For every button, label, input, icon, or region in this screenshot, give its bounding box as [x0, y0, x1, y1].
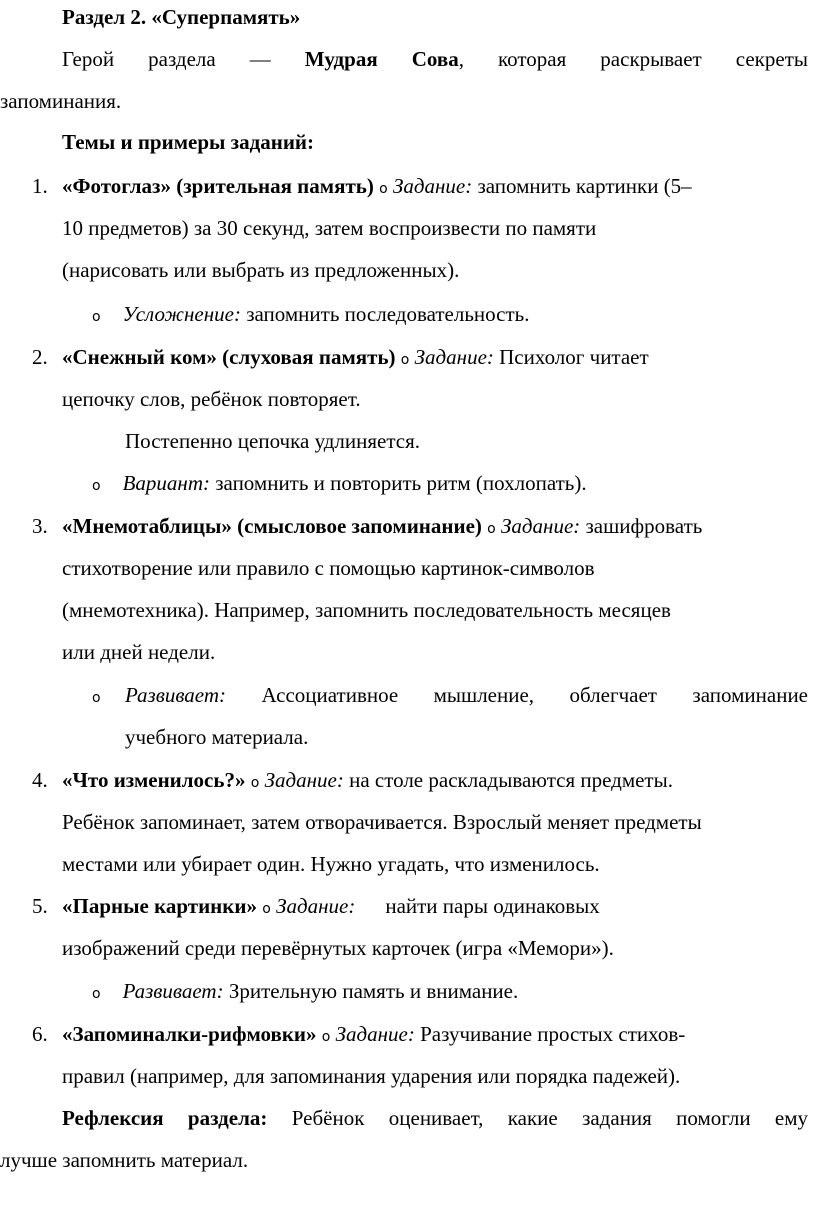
bullet-circle-icon: o	[321, 1029, 331, 1045]
list-item-5-sub: o Развивает: Зрительную память и внимание.	[92, 979, 519, 1003]
item-number: 6.	[32, 1022, 48, 1046]
item-number: 5.	[32, 894, 48, 918]
reflection-paragraph-cont: лучше запомнить материал.	[0, 1148, 249, 1172]
bullet-circle-icon: o	[379, 181, 388, 197]
hero-paragraph: Герой раздела — Мудрая Сова, которая раскрывает секреты	[62, 47, 808, 71]
bullet-circle-icon: o	[262, 901, 271, 917]
list-item-1-sub: o Усложнение: запомнить последовательность.	[92, 302, 530, 326]
reflection-paragraph: Рефлексия раздела: Ребёнок оценивает, какие задания помогли ему	[62, 1106, 809, 1130]
list-item-4-line2: Ребёнок запоминает, затем отворачивается. Взрослый меняет предметы	[62, 810, 702, 834]
list-item-3-sub-line2: учебного материала.	[125, 725, 309, 749]
hero-paragraph-cont: запоминания.	[0, 89, 122, 113]
bullet-circle-icon: o	[250, 775, 260, 791]
list-item-4-line3: местами или убирает один. Нужно угадать, что изменилось.	[62, 852, 600, 876]
bullet-circle-icon: o	[92, 309, 101, 325]
list-item-2-sub: o Вариант: запомнить и повторить ритм (похлопать).	[92, 471, 587, 495]
topics-heading: Темы и примеры заданий:	[62, 130, 315, 154]
list-item-4: «Что изменилось?» o Задание: на столе раскладываются предметы.	[62, 768, 673, 792]
bullet-circle-icon: o	[92, 478, 101, 494]
bullet-circle-icon: o	[487, 521, 496, 537]
item-number: 1.	[32, 174, 48, 198]
list-item-3-line2: стихотворение или правило с помощью картинок-символов	[62, 556, 595, 580]
list-item-3-line3: (мнемотехника). Например, запомнить последовательность месяцев	[62, 598, 671, 622]
bullet-circle-icon: o	[400, 352, 410, 368]
list-item-1-line2: 10 предметов) за 30 секунд, затем воспроизвести по памяти	[62, 216, 597, 240]
list-item-2-line3: Постепенно цепочка удлиняется.	[125, 429, 421, 453]
list-item-5: «Парные картинки» o Задание: найти пары одинаковых	[62, 894, 600, 918]
hero-name: Мудрая Сова	[304, 47, 459, 71]
list-item-3: «Мнемотаблицы» (смысловое запоминание) o Задание: зашифровать	[62, 514, 703, 538]
item-number: 3.	[32, 514, 48, 538]
list-item-2: «Снежный ком» (слуховая память) o Задание: Психолог читает	[62, 345, 649, 369]
item-number: 4.	[32, 768, 48, 792]
list-item-6: «Запоминалки-рифмовки» o Задание: Разучивание простых стихов-	[62, 1022, 686, 1046]
list-item-1-line3: (нарисовать или выбрать из предложенных).	[62, 258, 460, 282]
list-item-3-line4: или дней недели.	[62, 640, 216, 664]
item-number: 2.	[32, 345, 48, 369]
list-item-2-line2: цепочку слов, ребёнок повторяет.	[62, 387, 361, 411]
list-item-3-sub	[92, 674, 101, 720]
list-item-6-line2: правил (например, для запоминания ударения или порядка падежей).	[62, 1064, 681, 1088]
bullet-circle-icon: o	[92, 690, 101, 706]
bullet-circle-icon: o	[92, 986, 101, 1002]
list-item-3-sub-text: Развивает: Ассоциативное мышление, облегчает запоминание	[125, 683, 808, 707]
list-item-1: «Фотоглаз» (зрительная память) o Задание: запомнить картинки (5–	[62, 174, 692, 198]
section-title: Раздел 2. «Суперпамять»	[62, 5, 301, 29]
list-item-5-line2: изображений среди перевёрнутых карточек (игра «Мемори»).	[62, 936, 614, 960]
